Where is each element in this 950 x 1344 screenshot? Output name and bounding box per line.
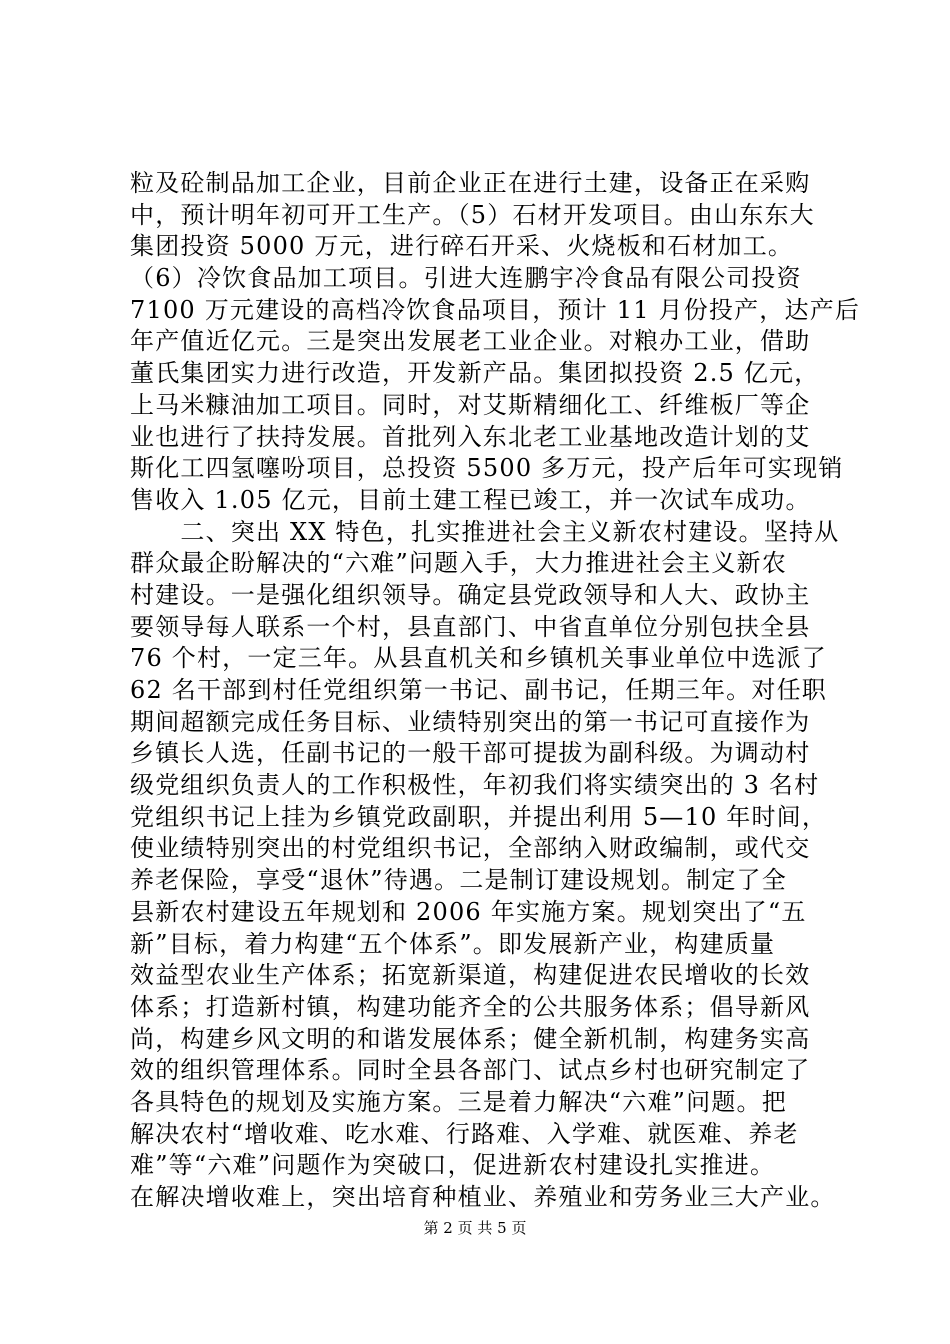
text-line: 7100 万元建设的高档冷饮食品项目，预计 11 月份投产，达产后 [130,295,861,324]
text-line: 乡镇长人选，任副书记的一般干部可提拔为副科级。为调动村 [130,739,811,768]
text-line: 尚，构建乡风文明的和谐发展体系；健全新机制，构建务实高 [130,1024,811,1053]
text-line: 中，预计明年初可开工生产。（5）石材开发项目。由山东东大 [130,200,815,229]
text-line: 粒及砼制品加工企业，目前企业正在进行土建，设备正在采购 [130,169,811,197]
text-line: 期间超额完成任务目标、业绩特别突出的第一书记可直接作为 [130,707,811,736]
text-line: 业也进行了扶持发展。首批列入东北老工业基地改造计划的艾 [130,422,811,451]
text-line: 集团投资 5000 万元，进行碎石开采、火烧板和石材加工。 [130,232,794,261]
text-line: 体系；打造新村镇，构建功能齐全的公共服务体系；倡导新风 [130,992,811,1021]
document-body [130,168,861,1214]
text-line: 效的组织管理体系。同时全县各部门、试点乡村也研究制定了 [130,1056,811,1085]
text-line: 售收入 1.05 亿元，目前土建工程已竣工，并一次试车成功。 [130,485,811,514]
text-line: 上马米糠油加工项目。同时，对艾斯精细化工、纤维板厂等企 [130,390,811,419]
text-line: 年产值近亿元。三是突出发展老工业企业。对粮办工业，借助 [130,327,811,356]
text-line: 董氏集团实力进行改造，开发新产品。集团拟投资 2.5 亿元， [130,359,820,388]
text-line: 要领导每人联系一个村，县直部门、中省直单位分别包扶全县 [130,612,811,641]
text-line: 斯化工四氢噻吩项目，总投资 5500 多万元，投产后年可实现销 [130,454,844,483]
text-line: （6）冷饮食品加工项目。引进大连鹏宇冷食品有限公司投资 [130,264,802,293]
text-line: 党组织书记上挂为乡镇党政副职，并提出利用 5—10 年时间， [130,802,828,831]
page-number-footer: 第 2 页 共 5 页 [423,1219,527,1237]
text-line: 二、突出 XX 特色，扎实推进社会主义新农村建设。坚持从 [130,517,840,546]
text-line: 效益型农业生产体系；拓宽新渠道，构建促进农民增收的长效 [130,961,811,990]
text-line: 62 名干部到村任党组织第一书记、副书记，任期三年。对任职 [130,676,827,704]
text-line: 在解决增收难上，突出培育种植业、养殖业和劳务业三大产业。 [130,1183,836,1211]
text-line: 新”目标，着力构建“五个体系”。即发展新产业，构建质量 [130,929,776,958]
text-line: 各具特色的规划及实施方案。三是着力解决“六难”问题。把 [130,1087,787,1116]
text-line: 县新农村建设五年规划和 2006 年实施方案。规划突出了“五 [130,897,807,926]
text-line: 村建设。一是强化组织领导。确定县党政领导和人大、政协主 [130,580,811,609]
text-line: 使业绩特别突出的村党组织书记，全部纳入财政编制，或代交 [130,834,811,863]
text-line: 解决农村“增收难、吃水难、行路难、入学难、就医难、养老 [130,1119,799,1148]
text-line: 76 个村，一定三年。从县直机关和乡镇机关事业单位中选派了 [130,644,827,673]
text-line: 养老保险，享受“退休”待遇。二是制订建设规划。制定了全 [130,866,787,895]
text-line: 难”等“六难”问题作为突破口，促进新农村建设扎实推进。 [130,1151,776,1180]
text-line: 级党组织负责人的工作积极性，年初我们将实绩突出的 3 名村 [130,771,820,800]
text-line: 群众最企盼解决的“六难”问题入手，大力推进社会主义新农 [130,549,787,578]
